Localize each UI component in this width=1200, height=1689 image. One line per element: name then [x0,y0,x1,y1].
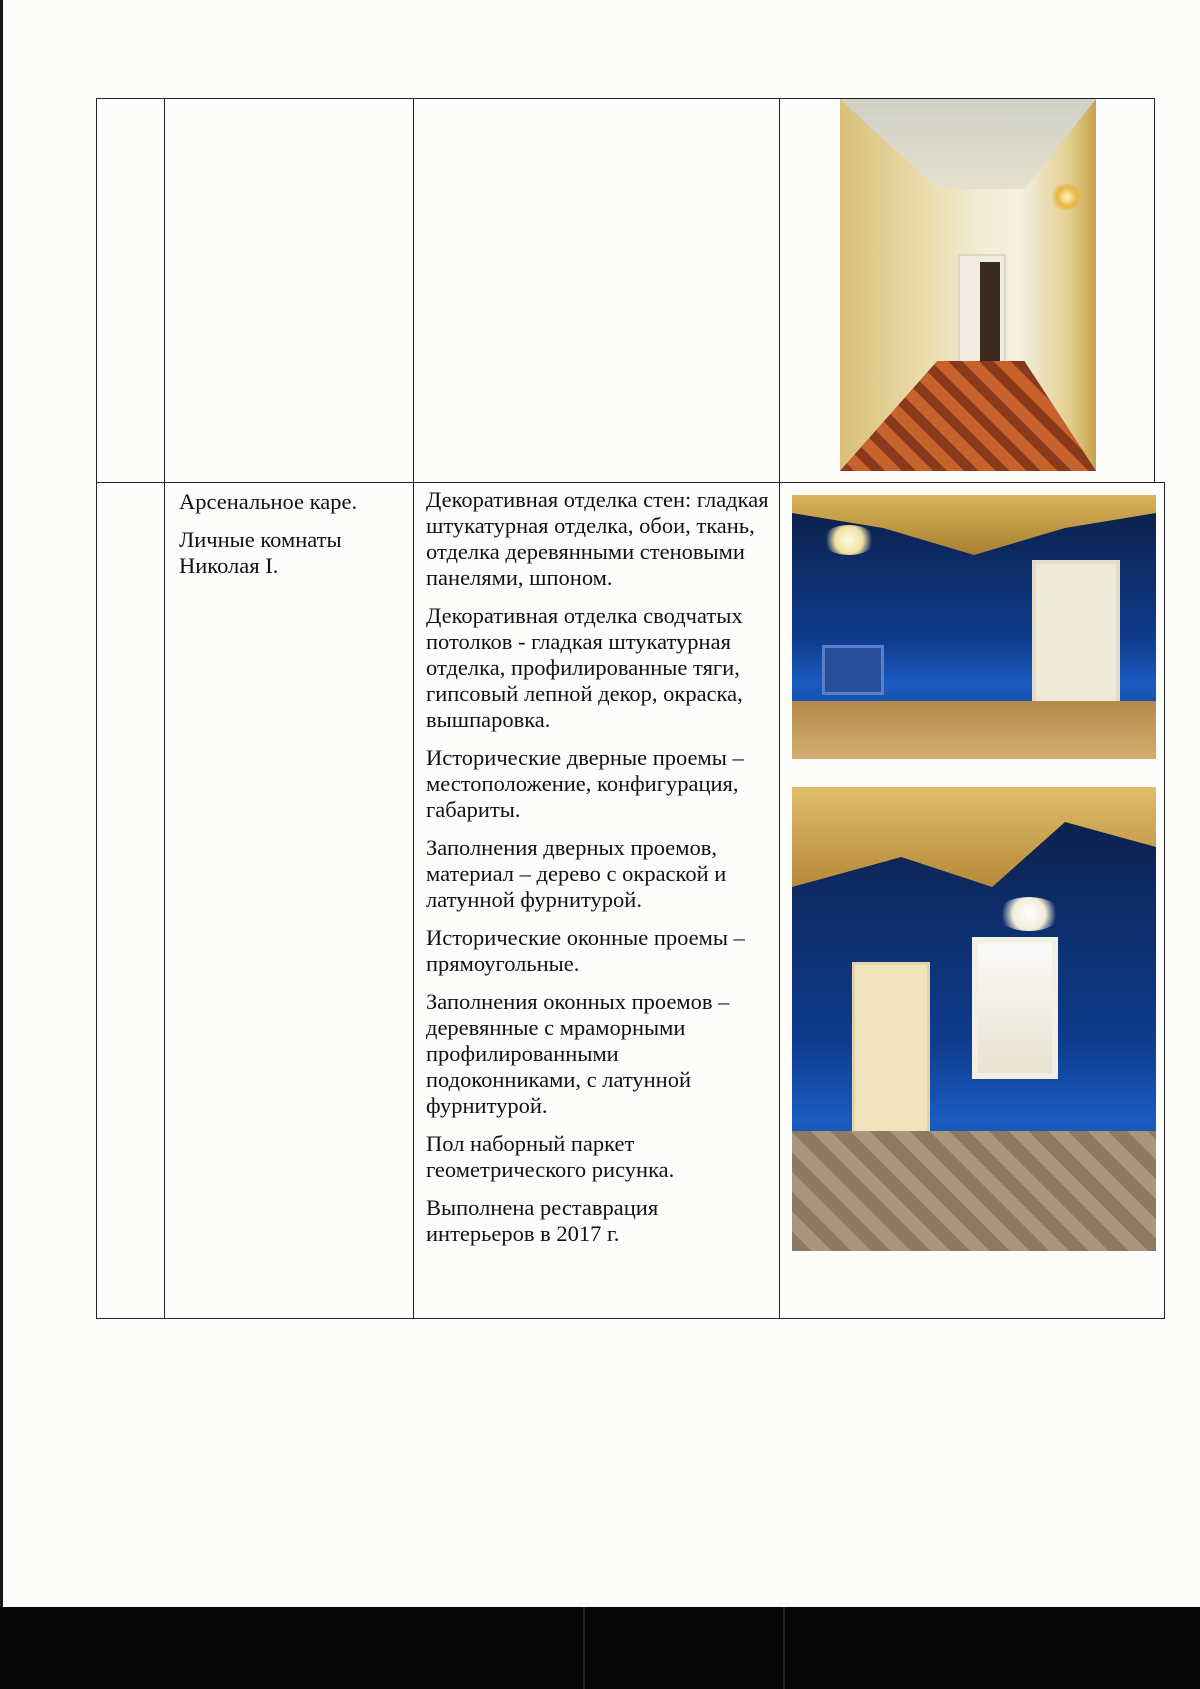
white-door [1032,560,1120,718]
place-cell [165,483,414,1319]
chandelier [997,897,1061,931]
corridor-ceiling [840,99,1096,189]
corridor-photo [840,99,1096,471]
room-name: Личные комнаты Николая I. [179,527,342,578]
doorway [852,962,930,1143]
photo-cell [780,99,1155,483]
scan-left-edge [0,0,3,1689]
description-paragraph: Декоративная отделка стен: гладкая штукатурная отделка, обои, ткань, отделка деревянными стеновыми панелями, шпоном. [426,487,769,590]
scan-seam [783,1607,785,1689]
parquet-floor [792,701,1156,759]
description-paragraph: Выполнена реставрация интерьеров в 2017 г. [426,1195,659,1246]
blue-room-photo-2 [792,787,1156,1251]
photo-cell [780,483,1165,1319]
place-name: Арсенальное каре. [179,489,358,514]
description-paragraph: Исторические дверные проемы – местоположение, конфигурация, габариты. [426,745,744,822]
description-cell [414,99,780,483]
description-paragraph: Заполнения оконных проемов – деревянные с мраморными профилированными подоконниками, с латунной фурнитурой. [426,989,730,1118]
description-paragraph: Заполнения дверных проемов, материал – дерево с окраской и латунной фурнитурой. [426,835,727,912]
wall-sconce [1050,184,1084,210]
corridor-doorway [980,262,1000,362]
table-row-nicholas-rooms [96,482,1165,1319]
number-cell [97,99,165,483]
fireplace [822,645,884,695]
parquet-floor [792,1131,1156,1251]
scan-bottom-band [0,1607,1200,1689]
place-cell [165,99,414,483]
table-row-corridor [96,98,1155,483]
parquet-floor [840,361,1096,471]
chandelier [822,525,876,555]
description-paragraph: Исторические оконные проемы – прямоугольные. [426,925,745,976]
window [972,937,1058,1079]
description-paragraph: Пол наборный паркет геометрического рисунка. [426,1131,675,1182]
description-paragraph: Декоративная отделка сводчатых потолков - гладкая штукатурная отделка, профилированные тяги, гипсовый лепной декор, окраска, вышпаровка. [426,603,743,732]
description-cell [414,483,780,1319]
number-cell [97,483,165,1319]
scan-seam [583,1607,585,1689]
blue-room-photo-1 [792,495,1156,759]
vaulted-ceiling [792,787,1156,887]
